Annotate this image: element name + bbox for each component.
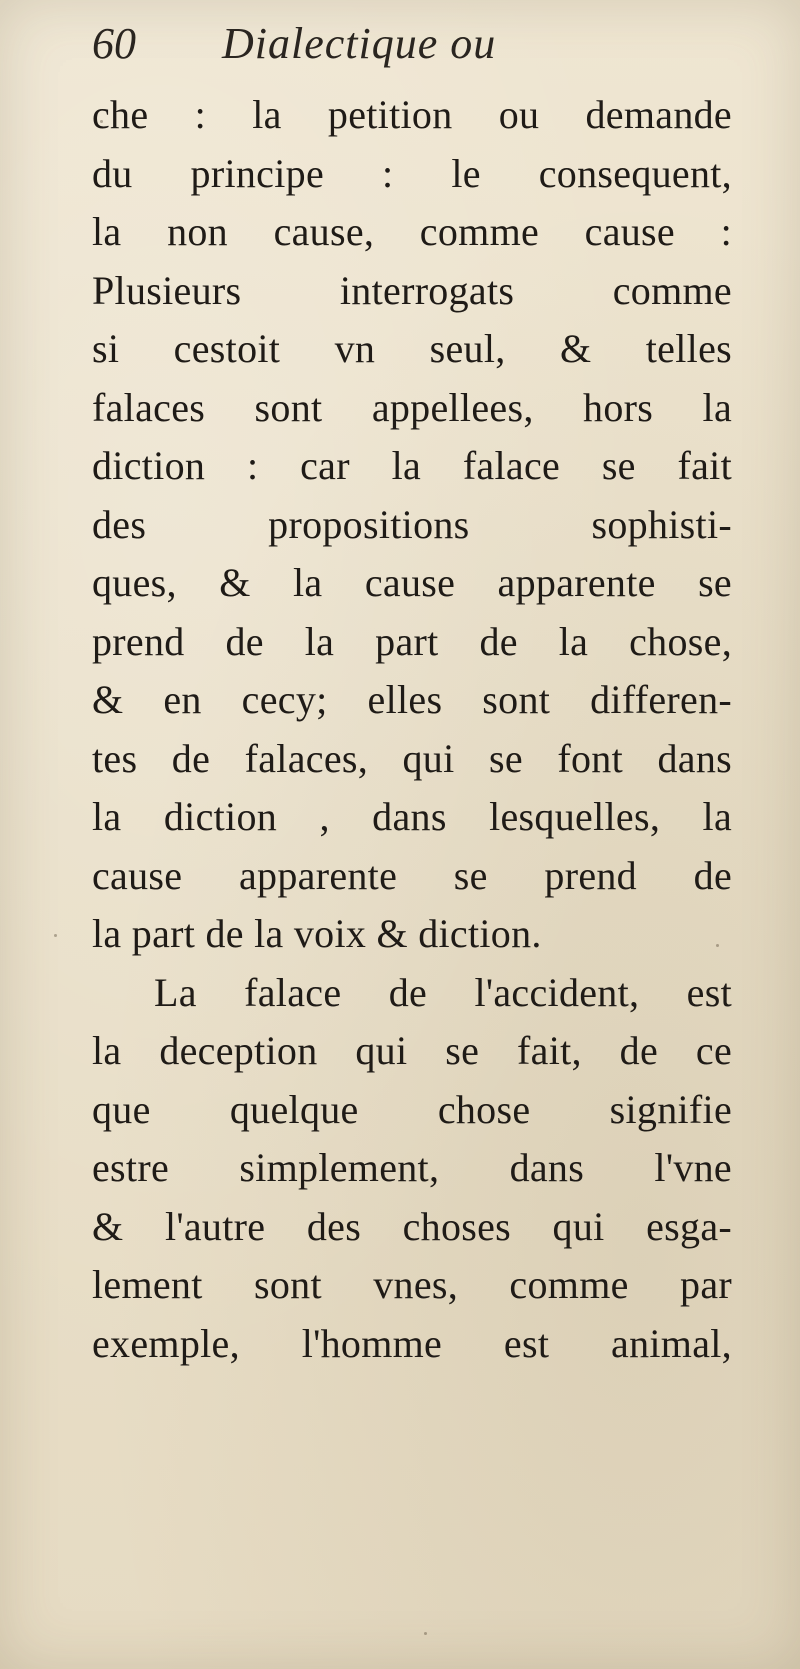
text-line: tes de falaces, qui se font dans (92, 735, 732, 781)
text-line: & en cecy; elles sont differen- (92, 677, 732, 722)
text-line: falaces sont appellees, hors la (92, 384, 732, 430)
text-line: la diction , dans lesquelles, la (92, 794, 732, 839)
page-number: 60 (92, 19, 136, 68)
text-line: ques, & la cause apparente se (92, 560, 732, 605)
text-line: prend de la part de la chose, (92, 618, 732, 664)
paper-speck (100, 120, 103, 123)
text-line: des propositions sophisti- (92, 501, 732, 547)
body-text (92, 86, 732, 1373)
text-line: du principe : le consequent, (92, 150, 732, 196)
paper-speck (716, 944, 719, 947)
paper-speck (424, 1632, 427, 1635)
text-line: cause apparente se prend de (92, 852, 732, 898)
text-line: estre simplement, dans l'vne (92, 1145, 732, 1190)
text-line: & l'autre des choses qui esga- (92, 1203, 732, 1249)
text-line: che : la petition ou demande (92, 92, 732, 137)
text-line: si cestoit vn seul, & telles (92, 326, 732, 371)
page-header (92, 18, 496, 78)
text-line: la non cause, comme cause : (92, 209, 732, 254)
paragraph-end-line: la part de la voix & diction. (92, 911, 542, 956)
text-line: Plusieurs interrogats comme (92, 267, 732, 313)
text-line: exemple, l'homme est animal, (92, 1320, 732, 1366)
text-line: que quelque chose signifie (92, 1086, 732, 1132)
text-line: diction : car la falace se fait (92, 443, 732, 488)
paper-speck (54, 934, 57, 937)
text-line: la deception qui se fait, de ce (92, 1028, 732, 1073)
running-head: Dialectique ou (222, 19, 497, 68)
paragraph-start-line: La falace de l'accident, est (154, 969, 732, 1015)
text-line: lement sont vnes, comme par (92, 1262, 732, 1307)
